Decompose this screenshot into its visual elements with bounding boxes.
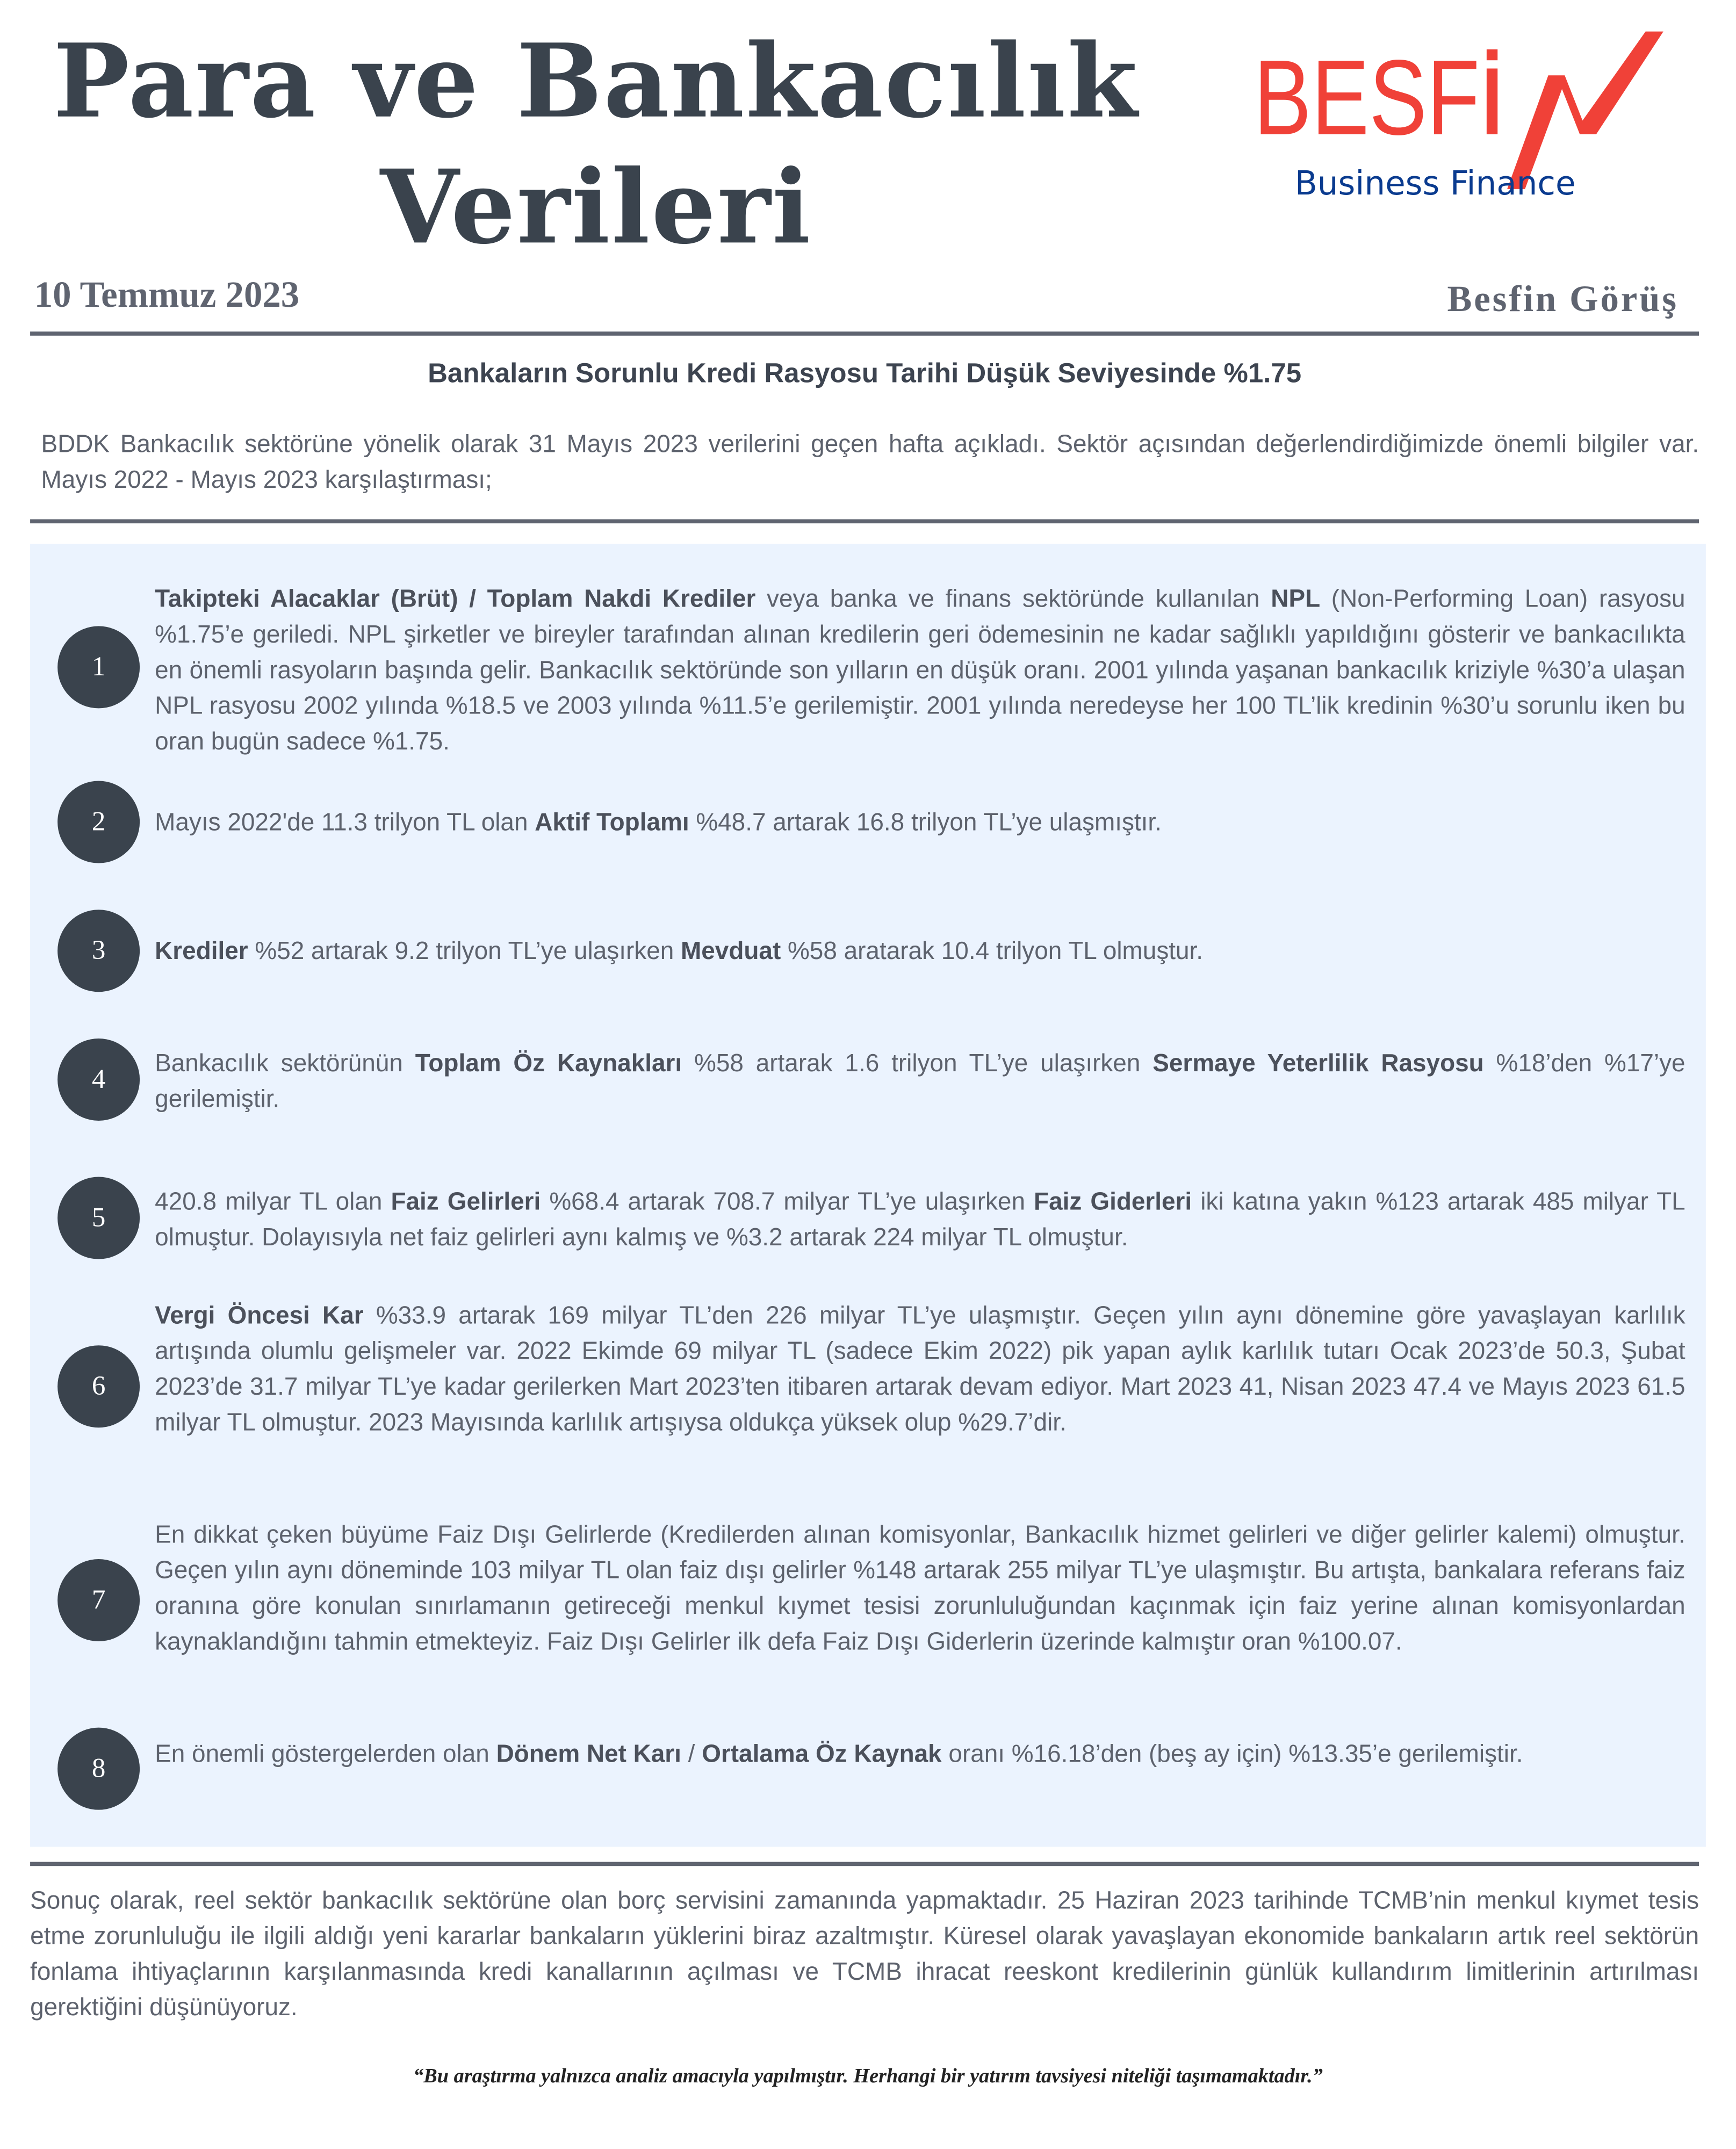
divider [30, 331, 1699, 336]
item-number-badge: 8 [57, 1728, 140, 1810]
bold-term: Toplam Öz Kaynakları [415, 1049, 682, 1077]
bold-term: Faiz Giderleri [1034, 1187, 1192, 1215]
highlight-item-text [155, 1297, 1685, 1440]
bold-term: Vergi Öncesi Kar [155, 1301, 364, 1329]
page-title-line2: Verileri [380, 149, 812, 268]
highlight-item-text [155, 581, 1685, 759]
item-number-badge: 1 [57, 626, 140, 708]
text-segment: %58 aratarak 10.4 trilyon TL olmuştur. [781, 937, 1204, 965]
bold-term: Aktif Toplamı [535, 808, 689, 836]
bold-term: Krediler [155, 937, 248, 965]
highlight-item-text [155, 1045, 1685, 1117]
conclusion-paragraph: Sonuç olarak, reel sektör bankacılık sektörüne olan borç servisini zamanında yapmaktadır. 25 Haziran 2023 tarihinde TCMB’nin menkul kıymet tesis etme zorunluluğu ile ilgili aldığı yeni kararlar bankaların yüklerini biraz azaltmıştır. Küresel olarak yavaşlayan ekonomide bankaların artık reel sektörün fonlama ihtiyaçlarının karşılanmasında kredi kanallarının açılması ve TCMB ihracat reeskont kredilerinin günlük kullandırım limitlerinin artırılması gerektiğini düşünüyoruz. [30, 1886, 1699, 2021]
highlight-item-text [155, 1736, 1685, 1771]
headline: Bankaların Sorunlu Kredi Rasyosu Tarihi Düşük Seviyesinde %1.75 [428, 359, 1302, 390]
text-segment: %48.7 artarak 16.8 trilyon TL’ye ulaşmıştır. [689, 808, 1162, 836]
text-segment: %52 artarak 9.2 trilyon TL’ye ulaşırken [248, 937, 681, 965]
text-segment: Bankacılık sektörünün [155, 1049, 415, 1077]
highlight-item-text [155, 1517, 1685, 1659]
highlight-item-text [155, 933, 1685, 969]
text-segment: oranı %16.18’den (beş ay için) %13.35’e gerilemiştir. [941, 1740, 1523, 1768]
item-number-badge: 4 [57, 1039, 140, 1121]
bold-term: Faiz Gelirleri [391, 1187, 541, 1215]
besfin-logo-mark [1254, 27, 1665, 206]
text-segment: iki katına yakın %123 artarak 485 milyar TL olmuştur. Dolayısıyla net faiz gelirleri aynı kalmış ve %3.2 artarak 224 milyar TL olmuştur. [155, 1187, 1685, 1251]
bold-term: Takipteki Alacaklar (Brüt) / Toplam Nakdi Krediler [155, 585, 756, 612]
bold-term: Ortalama Öz Kaynak [702, 1740, 942, 1768]
text-segment: Mayıs 2022'de 11.3 trilyon TL olan [155, 808, 535, 836]
text-segment: En önemli göstergelerden olan [155, 1740, 496, 1768]
divider [30, 1862, 1699, 1866]
bold-term: Sermaye Yeterlilik Rasyosu [1152, 1049, 1484, 1077]
svg-text:Business Finance: Business Finance [1294, 164, 1576, 203]
section-label: Besfin Görüş [1447, 278, 1679, 320]
text-segment: (Non-Performing Loan) rasyosu %1.75’e geriledi. NPL şirketler ve bireyler tarafından alınan kredilerin geri ödemesinin ne kadar sağlıklı yapıldığını gösterir ve bankacılıkta en önemli rasyoların başında gelir. Bankacılık sektöründe son yılların en düşük oranı. 2001 yılında yaşanan bankacılık kriziyle %30’a ulaşan NPL rasyosu 2002 yılında %18.5 ve 2003 yılında %11.5’e gerilemiştir. 2001 yılında neredeyse her 100 TL’lik kredinin %30’u sorunlu iken bu oran bugün sadece %1.75. [155, 585, 1685, 755]
text-segment: %58 artarak 1.6 trilyon TL’ye ulaşırken [682, 1049, 1153, 1077]
highlight-item-text [155, 1184, 1685, 1255]
item-number-badge: 6 [57, 1345, 140, 1427]
highlight-item-text [155, 804, 1685, 840]
text-segment: / [681, 1740, 702, 1768]
text-segment: En dikkat çeken büyüme Faiz Dışı Gelirlerde (Kredilerden alınan komisyonlar, Bankacılık hizmet gelirleri ve diğer gelirler kalemi) olmuştur. Geçen yılın aynı döneminde 103 milyar TL olan faiz dışı gelirler %148 artarak 255 milyar TL’ye ulaşmıştır. Bu artışta, bankalara referans faiz oranına göre konulan sınırlamanın getireceği menkul kıymet tesisi zorunluluğundan kaçınmak için faiz yerine alınan komisyonlardan kaynaklandığını tahmin etmekteyiz. Faiz Dışı Gelirler ilk defa Faiz Dışı Giderlerin üzerinde kalmıştır oran %100.07. [155, 1520, 1685, 1655]
disclaimer: “Bu araştırma yalnızca analiz amacıyla yapılmıştır. Herhangi bir yatırım tavsiyesi niteliği taşımamaktadır.” [413, 2066, 1323, 2088]
text-segment: 420.8 milyar TL olan [155, 1187, 391, 1215]
intro-paragraph: BDDK Bankacılık sektörüne yönelik olarak 31 Mayıs 2023 verilerini geçen hafta açıkladı. Sektör açısından değerlendirdiğimizde önemli bilgiler var. Mayıs 2022 - Mayıs 2023 karşılaştırması; [41, 430, 1699, 494]
page-title-line1: Para ve Bankacılık [53, 23, 1139, 141]
item-number-badge: 2 [57, 781, 140, 863]
text-segment: veya banka ve finans sektöründe kullanılan [755, 585, 1271, 612]
bold-term: NPL [1271, 585, 1321, 612]
item-number-badge: 5 [57, 1177, 140, 1259]
divider [30, 519, 1699, 523]
besfin-logo [1254, 27, 1665, 206]
bold-term: Mevduat [681, 937, 781, 965]
text-segment: %68.4 artarak 708.7 milyar TL’ye ulaşırken [541, 1187, 1034, 1215]
text-segment: %33.9 artarak 169 milyar TL’den 226 milyar TL’ye ulaşmıştır. Geçen yılın aynı dönemine göre yavaşlayan karlılık artışında olumlu gelişmeler var. 2022 Ekimde 69 milyar TL (sadece Ekim 2022) pik yapan aylık karlılık tutarı Ocak 2023’de 50.3, Şubat 2023’de 31.7 milyar TL’ye kadar gerilerken Mart 2023’ten itibaren artarak devam ediyor. Mart 2023 41, Nisan 2023 47.4 ve Mayıs 2023 61.5 milyar TL olmuştur. 2023 Mayısında karlılık artışıysa oldukça yüksek olup %29.7’dir. [155, 1301, 1685, 1436]
item-number-badge: 7 [57, 1559, 140, 1641]
svg-text:BESF: BESF [1254, 38, 1480, 157]
item-number-badge: 3 [57, 910, 140, 992]
bold-term: Dönem Net Karı [496, 1740, 681, 1768]
report-date: 10 Temmuz 2023 [34, 274, 300, 315]
text-segment: %18’den %17’ye gerilemiştir. [155, 1049, 1685, 1113]
